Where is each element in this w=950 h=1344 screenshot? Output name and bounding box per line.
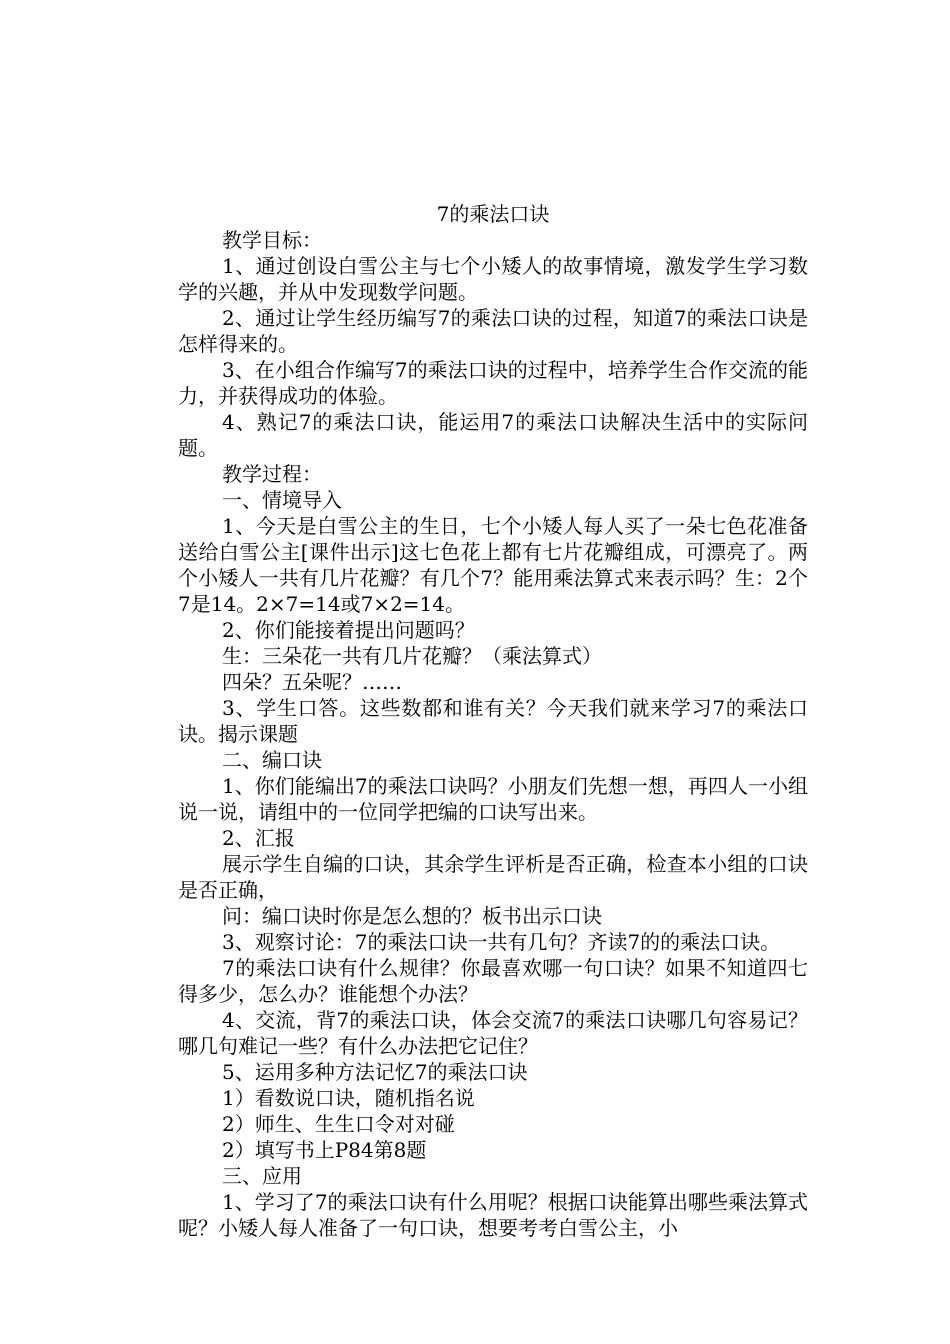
paragraph-section-1-heading: 一、情境导入 [222,488,342,512]
paragraph-objectives-heading: 教学目标： [222,228,322,252]
document-page [178,201,808,1241]
paragraph-presentation: 展示学生自编的口诀，其余学生评析是否正确，检查本小组的口诀是否正确， [178,852,808,902]
paragraph-section-2-heading: 二、编口诀 [222,748,322,772]
paragraph-follow-up: 四朵？五朵呢？…… [222,670,402,694]
paragraph-section-2-item-4: 4、交流，背7的乘法口诀，体会交流7的乘法口诀哪几句容易记？哪几句难记一些？有什么办法把它记住？ [178,1008,808,1058]
document-body [178,227,808,1241]
paragraph-process-heading: 教学过程： [222,462,322,486]
paragraph-section-3-heading: 三、应用 [222,1164,302,1188]
paragraph-section-1-item-1: 1、今天是白雪公主的生日，七个小矮人每人买了一朵七色花准备送给白雪公主[课件出示]这七色花上都有七片花瓣组成，可漂亮了。两个小矮人一共有几片花瓣？有几个7？能用乘法算式来表示吗？生：2个7是14。2×7=14或7×2=14。 [178,514,808,616]
paragraph-section-1-item-3: 3、学生口答。这些数都和谁有关？今天我们就来学习7的乘法口诀。揭示课题 [178,696,808,746]
paragraph-objective-4: 4、熟记7的乘法口诀，能运用7的乘法口诀解决生活中的实际问题。 [178,410,808,460]
paragraph-method-1: 1）看数说口诀，随机指名说 [222,1086,475,1110]
paragraph-method-3: 2）填写书上P84第8题 [222,1138,427,1162]
paragraph-section-2-item-2: 2、汇报 [222,826,295,850]
paragraph-pattern-question: 7的乘法口诀有什么规律？你最喜欢哪一句口诀？如果不知道四七得多少，怎么办？谁能想个办法？ [178,956,808,1006]
paragraph-section-1-item-2: 2、你们能接着提出问题吗？ [222,618,475,642]
paragraph-section-2-item-3: 3、观察讨论：7的乘法口诀一共有几句？齐读7的的乘法口诀。 [222,930,781,954]
paragraph-objective-3: 3、在小组合作编写7的乘法口诀的过程中，培养学生合作交流的能力，并获得成功的体验。 [178,358,808,408]
paragraph-question: 问：编口诀时你是怎么想的？板书出示口诀 [222,904,602,928]
document-title: 7的乘法口诀 [436,202,550,226]
paragraph-objective-1: 1、通过创设白雪公主与七个小矮人的故事情境，激发学生学习数学的兴趣，并从中发现数学问题。 [178,254,808,304]
paragraph-section-2-item-1: 1、你们能编出7的乘法口诀吗？小朋友们先想一想，再四人一小组说一说，请组中的一位同学把编的口诀写出来。 [178,774,808,824]
paragraph-section-3-item-1: 1、学习了7的乘法口诀有什么用呢？根据口诀能算出哪些乘法算式呢？小矮人每人准备了一句口诀，想要考考白雪公主，小 [178,1190,808,1240]
paragraph-method-2: 2）师生、生生口令对对碰 [222,1112,455,1136]
paragraph-objective-2: 2、通过让学生经历编写7的乘法口诀的过程，知道7的乘法口诀是怎样得来的。 [178,306,808,356]
paragraph-student-answer: 生：三朵花一共有几片花瓣？（乘法算式） [222,644,602,668]
paragraph-section-2-item-5: 5、运用多种方法记忆7的乘法口诀 [222,1060,528,1084]
